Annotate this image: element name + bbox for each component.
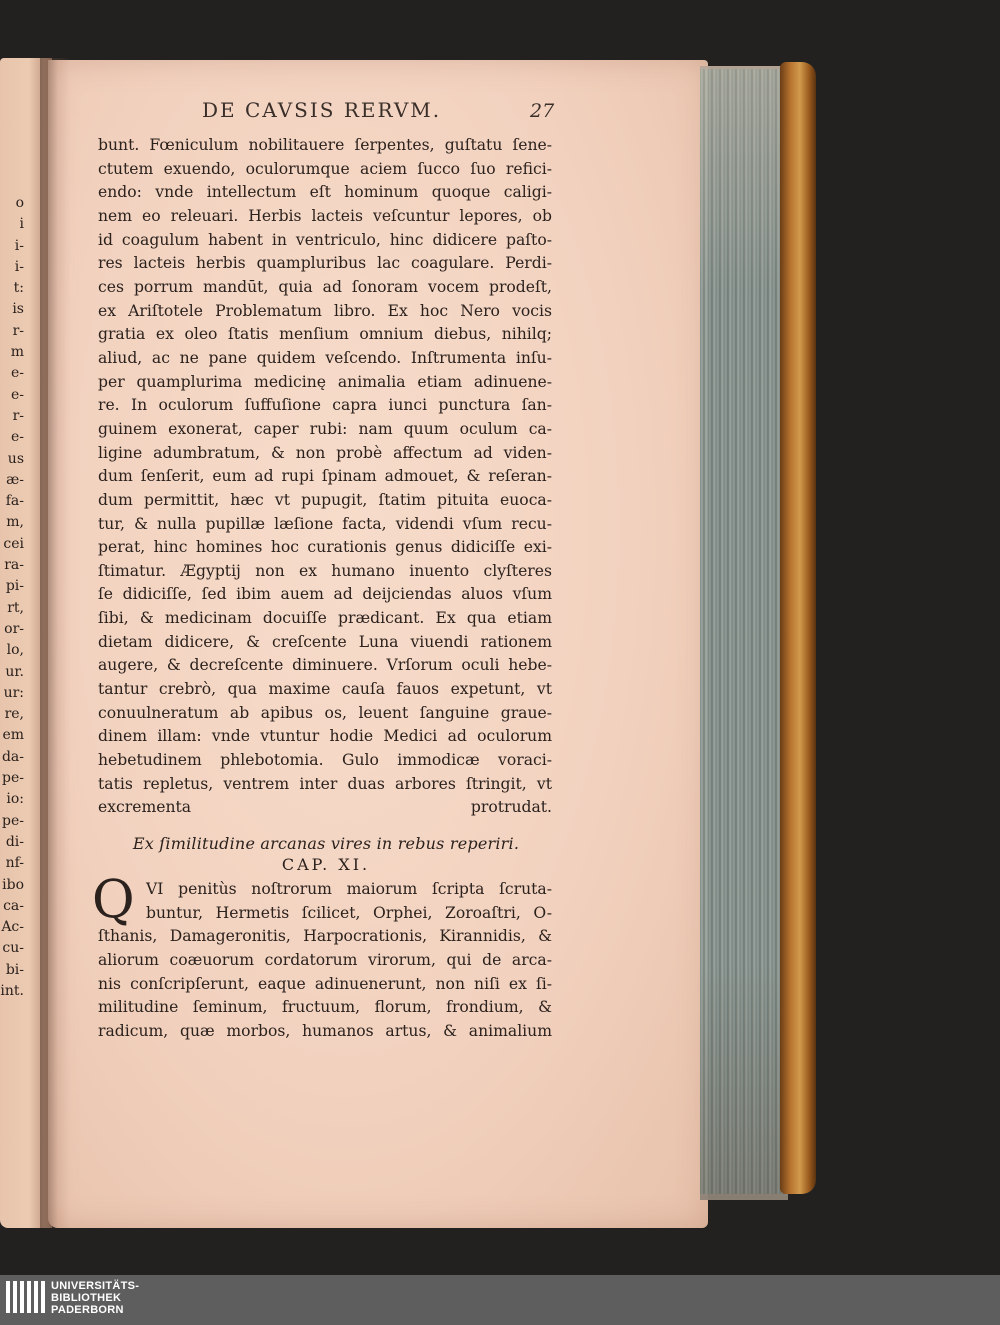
margin-fragment: di-: [5, 833, 24, 850]
margin-fragment: lo,: [6, 642, 24, 659]
text-line: bunt. Fœniculum nobilitauere ſerpentes, guſtatu ſene-: [98, 136, 552, 154]
text-line: res lacteis herbis quampluribus lac coagulare. Perdi-: [98, 254, 552, 273]
margin-fragment: or-: [4, 620, 24, 637]
text-line: ex Ariſtotele Problematum libro. Ex hoc Nero vocis: [98, 301, 552, 320]
text-line: guinem exonerat, caper rubi: nam quum oculum ca-: [98, 419, 552, 438]
chapter-heading: Ex ſimilitudine arcanas vires in rebus reperiri.: [132, 834, 520, 854]
margin-fragment: e-: [10, 429, 24, 446]
margin-fragment: cei: [3, 535, 24, 552]
text-line: militudine ſeminum, fructuum, florum, frondium, &: [98, 998, 552, 1017]
chapter-text: [98, 878, 554, 1044]
library-logo-icon: [6, 1281, 46, 1313]
logo-bar: [6, 1281, 10, 1313]
logo-bar: [20, 1281, 24, 1313]
library-banner: [0, 1275, 1000, 1325]
margin-fragment: r-: [12, 322, 24, 339]
margin-fragment: rt,: [7, 599, 24, 616]
logo-bar: [34, 1281, 38, 1313]
text-line: dum ſenſerit, eum ad rupi ſpinam admouet, & reſeran-: [98, 467, 552, 486]
library-name-line: UNIVERSITÄTS-: [51, 1280, 140, 1292]
library-name-line: PADERBORN: [51, 1304, 124, 1316]
margin-fragment: pe-: [2, 770, 24, 787]
logo-bar: [27, 1281, 31, 1313]
margin-fragment: da-: [1, 748, 24, 765]
margin-fragment: ur.: [5, 663, 24, 680]
text-line: dum permittit, hæc vt pupugit, ſtatim pituita euoca-: [98, 490, 552, 509]
margin-fragment: io:: [6, 791, 24, 808]
text-line: aliud, ac ne pane quidem veſcendo. Inſtrumenta inſu-: [98, 348, 552, 367]
text-line: dietam didicere, & creſcente Luna viuendi rationem: [98, 632, 552, 651]
margin-fragment: Ac-: [1, 919, 24, 936]
margin-fragment: i-: [14, 258, 24, 275]
page-block-edge: [700, 66, 788, 1200]
running-title: DE CAVSIS RERVM.: [202, 98, 442, 122]
margin-fragment: m: [10, 344, 24, 361]
margin-fragment: o: [15, 195, 24, 211]
text-line: per quamplurima medicinę animalia etiam adinuene-: [98, 372, 552, 391]
logo-bar: [13, 1281, 17, 1313]
text-line: tatis repletus, ventrem inter duas arbores ſtringit, vt: [98, 774, 552, 793]
margin-fragment: ra-: [4, 557, 24, 574]
text-line: buntur, Hermetis ſcilicet, Orphei, Zoroaſtri, O-: [146, 903, 552, 922]
running-head: [98, 98, 554, 128]
margin-fragment: pi-: [5, 578, 24, 595]
text-line: ctutem exuendo, oculorumque aciem ſucco ſuo refici-: [98, 159, 552, 178]
text-line: excrementa protrudat.: [98, 798, 552, 817]
text-line: id coagulum habent in ventriculo, hinc didicere paſto-: [98, 230, 552, 249]
margin-fragment: em: [2, 727, 24, 744]
body-text: [98, 134, 554, 820]
text-line: re. In oculorum ſuffuſione capra iunci punctura ſan-: [98, 396, 552, 415]
margin-fragment: pe-: [2, 812, 24, 829]
text-line: gratia ex oleo ſtatis menſium omnium diebus, nihilq;: [98, 325, 552, 344]
text-line: endo: vnde intellectum eſt hominum quoque caligi-: [98, 183, 552, 202]
logo-bar: [41, 1281, 45, 1313]
margin-fragment: ur:: [3, 684, 24, 701]
margin-fragment: int.: [0, 982, 24, 999]
text-line: tantur crebrò, qua maxime cauſa fauos expetunt, vt: [98, 680, 552, 699]
margin-fragment: fa-: [5, 493, 24, 510]
margin-fragment: ibo: [2, 876, 24, 893]
text-line: augere, & decreſcente diminuere. Vrſorum oculi hebe-: [98, 656, 552, 675]
margin-fragment: æ-: [6, 471, 24, 488]
margin-fragment: bi-: [5, 961, 24, 978]
margin-fragment: i-: [14, 237, 24, 254]
text-line: tur, & nulla pupillæ læſione facta, videndi vſum recu-: [98, 514, 552, 533]
text-line: ſe didiciſſe, ſed ibim auem ad deijciendas aluos vſum: [98, 585, 552, 604]
margin-fragment: e-: [10, 365, 24, 382]
text-line: aliorum coæuorum cordatorum virorum, qui de arca-: [98, 951, 552, 969]
page-gutter-shadow: [40, 58, 70, 1228]
text-line: dinem illam: vnde vtuntur hodie Medici ad oculorum: [98, 727, 552, 746]
leather-cover-edge: [780, 62, 816, 1194]
text-line: perat, hinc homines hoc curationis genus didiciſſe exi-: [98, 538, 552, 557]
margin-fragment: m,: [6, 514, 24, 531]
text-line: conuulneratum ab apibus os, leuent ſanguine graue-: [98, 703, 552, 722]
text-line: nem eo releuari. Herbis lacteis veſcuntur lepores, ob: [98, 206, 552, 225]
page-text-block: [92, 98, 555, 1044]
margin-fragment: re,: [4, 706, 24, 723]
library-name-line: BIBLIOTHEK: [51, 1292, 122, 1304]
margin-fragment: nf-: [5, 855, 24, 872]
margin-fragment: r-: [12, 407, 24, 424]
page-number: 27: [530, 100, 555, 122]
margin-fragment: cu-: [2, 940, 24, 957]
margin-fragment: ca-: [3, 897, 24, 914]
library-name: [51, 1280, 139, 1316]
text-line: ligine adumbratum, & non probè affectum ad viden-: [98, 443, 552, 462]
margin-fragment: t:: [13, 280, 24, 297]
margin-fragment: us: [7, 450, 24, 467]
text-line: ſtimatur. Ægyptij non ex humano inuento clyſteres: [98, 561, 552, 580]
text-line: ces porrum mandūt, quia ad ſonoram vocem prodeſt,: [98, 277, 552, 296]
drop-cap-initial: Q: [92, 870, 135, 931]
margin-fragment: is: [12, 301, 24, 318]
text-line: hebetudinem phlebotomia. Gulo immodicæ voraci-: [98, 751, 552, 770]
text-line: ſthanis, Damageronitis, Harpocrationis, Kirannidis, &: [98, 927, 552, 946]
margin-fragment: e-: [10, 386, 24, 403]
text-line: radicum, quæ morbos, humanos artus, & animalium: [98, 1021, 552, 1040]
chapter-opening: [92, 870, 554, 1044]
text-line: ſibi, & medicinam docuiſſe prædicant. Ex qua etiam: [98, 609, 552, 628]
text-line: nis conſcripſerunt, eaque adinuenerunt, non niſi ex ſi-: [98, 974, 552, 993]
text-line: VI penitùs noſtrorum maiorum ſcripta ſcruta-: [146, 880, 552, 899]
previous-page-text-fragments: [0, 193, 24, 1002]
chapter-number: CAP. XI.: [281, 855, 371, 875]
margin-fragment: i: [19, 216, 24, 233]
